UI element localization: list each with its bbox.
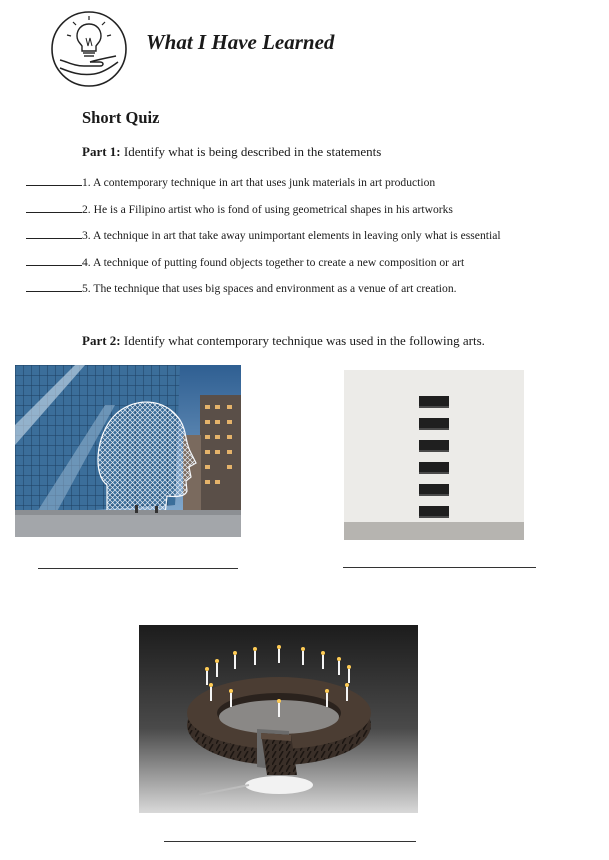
- part1-instruction: [82, 144, 381, 160]
- stacked-wall-boxes-photo: [344, 370, 524, 540]
- question-item: [26, 175, 601, 202]
- answer-blank[interactable]: [26, 228, 82, 239]
- question-text: 3. A technique in art that take away unimportant elements in leaving only what is essential: [82, 229, 501, 242]
- answer-blank[interactable]: [26, 202, 82, 213]
- question-item: [26, 228, 601, 255]
- page-title: What I Have Learned: [146, 30, 335, 54]
- quiz-heading: Short Quiz: [82, 108, 160, 127]
- part2-instruction: [82, 333, 485, 349]
- question-text: 5. The technique that uses big spaces and environment as a venue of art creation.: [82, 282, 457, 295]
- part2-text: Identify what contemporary technique was used in the following arts.: [123, 333, 485, 348]
- part1-text: Identify what is being described in the statements: [123, 144, 382, 159]
- answer-line[interactable]: [343, 567, 536, 568]
- question-text: 2. He is a Filipino artist who is fond of using geometrical shapes in his artworks: [82, 202, 453, 216]
- question-item: [26, 281, 601, 308]
- answer-blank[interactable]: [26, 281, 82, 292]
- answer-line[interactable]: [38, 568, 238, 569]
- tire-cake-with-candles-photo: [139, 625, 418, 813]
- question-text: 4. A technique of putting found objects together to create a new composition or art: [82, 255, 465, 269]
- part1-label: Part 1:: [82, 144, 121, 159]
- answer-blank[interactable]: [26, 175, 82, 186]
- lightbulb-in-hand-icon: [50, 10, 128, 88]
- question-item: [26, 255, 601, 282]
- question-text: 1. A contemporary technique in art that uses junk materials in art production: [82, 176, 436, 189]
- answer-blank[interactable]: [26, 255, 82, 266]
- part2-label: Part 2:: [82, 333, 121, 348]
- question-item: [26, 202, 601, 229]
- question-list: [26, 175, 601, 308]
- answer-line[interactable]: [164, 841, 416, 842]
- wire-mesh-head-sculpture-photo: [15, 365, 241, 537]
